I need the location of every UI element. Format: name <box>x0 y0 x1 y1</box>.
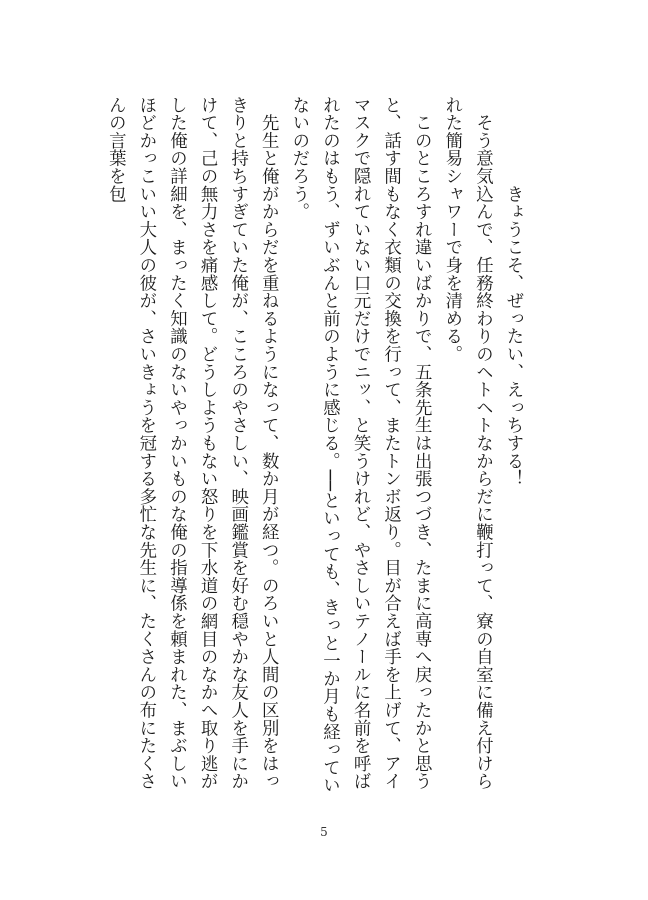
body-text <box>96 96 528 798</box>
paragraph-heading-line: きょうこそ、ぜったい、えっちする！ <box>503 96 523 488</box>
page-number: 5 <box>320 825 328 839</box>
paragraph-2: このところすれ違いばかりで、五条先生は出張つづき、たまに高専へ戻ったかと思うと、話す間もなく衣類の交換を行って、またトンボ返り。目が合えば手を上げて、アイマスクで隠れていない口元だけでニッ、と笑うけれど、やさしいテノールに名前を呼ばれたのはもう、ずいぶんと前のように感じる。──といっても、きっと一か月も経っていないのだろう。 <box>288 96 432 795</box>
paragraph-3: 先生と俺がからだを重ねるようになって、数か月が経つ。のろいと人間の区別をはっきりと持ちすぎていた俺が、こころのやさしい、映画鑑賞を好む穏やかな友人を手にかけて、己の無力さを痛感して。どうしようもない怒りを下水道の網目のなかへ取り逃がした俺の詳細を、まったく知識のないやっかいものな俺の指導係を頼まれた、まぶしいほどかっこいい大人の彼が、さいきょうを冠する多忙な先生に、たくさんの布にたくさんの言葉を包 <box>105 96 279 791</box>
paragraph-1: そう意気込んで、任務終わりのヘトヘトなからだに鞭打って、寮の自室に備え付けられた簡易シャワーで身を清める。 <box>441 96 493 791</box>
